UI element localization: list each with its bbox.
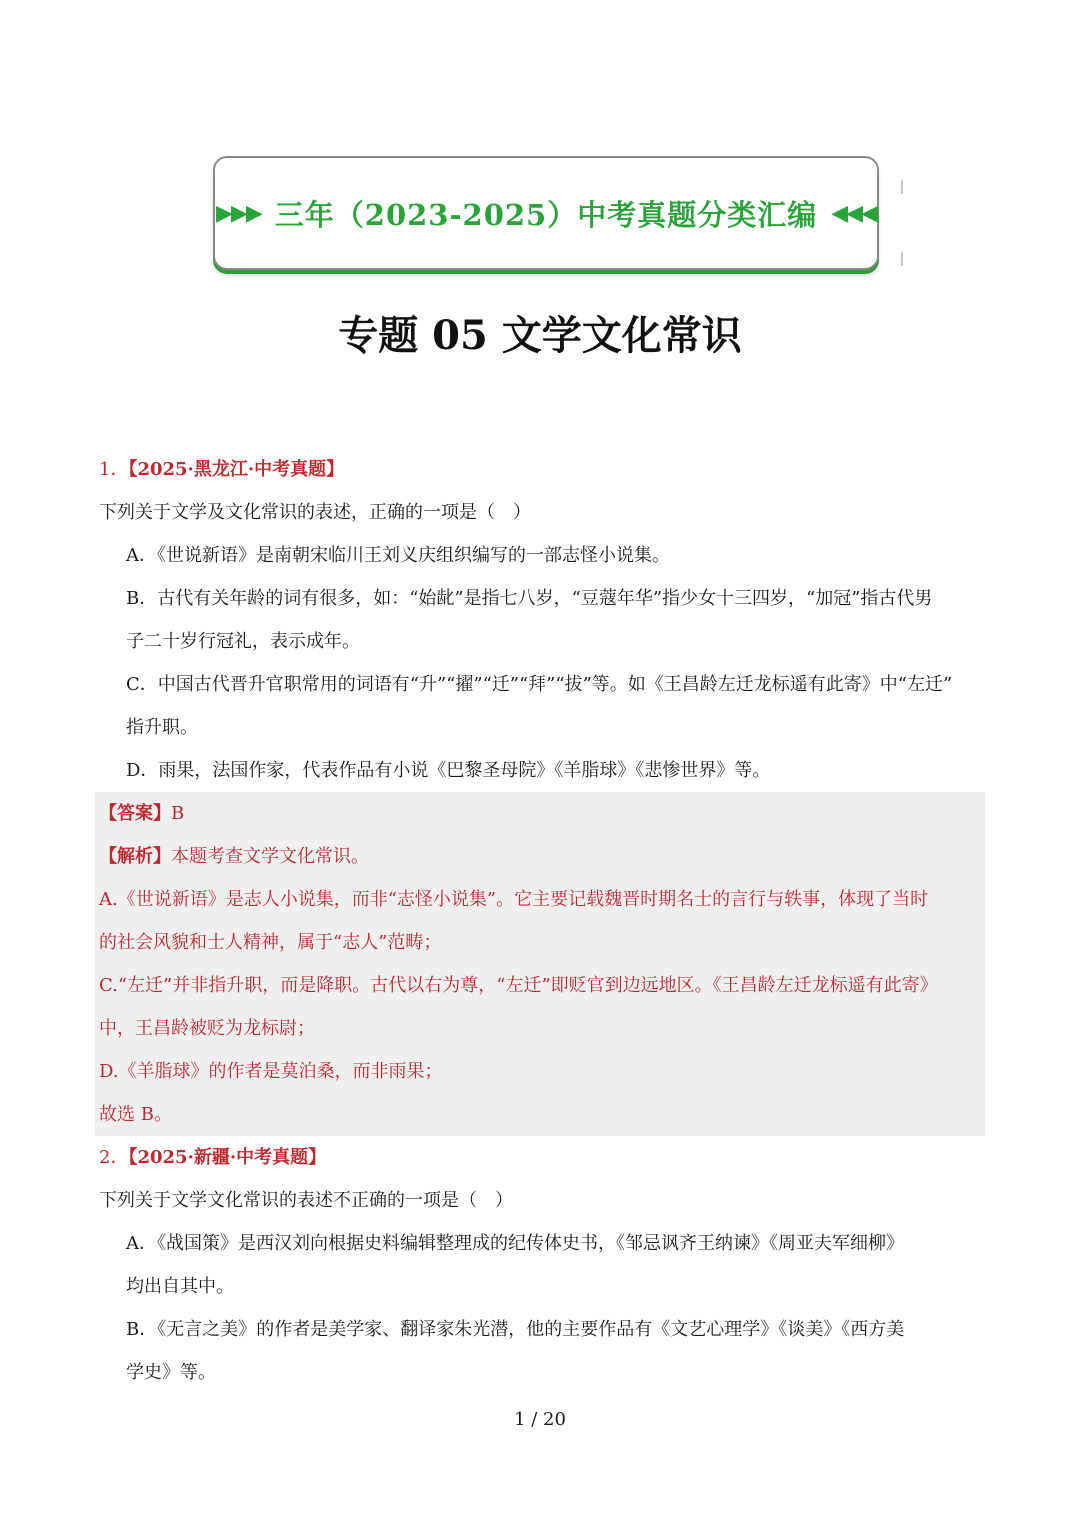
- banner-title: 三年（2023-2025）中考真题分类汇编: [274, 197, 818, 232]
- question-2-stem: 下列关于文学文化常识的表述不正确的一项是（ ）: [99, 1190, 513, 1211]
- option-line: C．中国古代晋升官职常用的词语有“升”“擢”“迁”“拜”“拔”等。如《王昌龄左迁龙标遥有此寄》中“左迁”: [126, 674, 953, 695]
- page-number: 1 / 20: [514, 1409, 566, 1430]
- left-arrows-icon: ▶▶▶: [216, 200, 261, 226]
- option-line: 学史》等。: [126, 1362, 216, 1383]
- analysis-text: 的社会风貌和士人精神，属于“志人”范畴；: [99, 932, 442, 953]
- answer-box: [95, 792, 985, 1136]
- option-line: 均出自其中。: [126, 1276, 234, 1297]
- decorative-tick: [901, 180, 903, 194]
- analysis-text: A.《世说新语》是志人小说集，而非“志怪小说集”。它主要记载魏晋时期名士的言行与轶事，体现了当时: [99, 889, 929, 910]
- analysis-text: 故选 B。: [99, 1104, 172, 1125]
- option-line: 子二十岁行冠礼，表示成年。: [126, 631, 360, 652]
- question-1-header: [99, 448, 985, 491]
- question-source: 【2025·黑龙江·中考真题】: [128, 459, 345, 480]
- analysis-text: 中，王昌龄被贬为龙标尉；: [99, 1018, 315, 1039]
- analysis-tag: 【解析】: [99, 846, 171, 867]
- answer-value: B: [171, 803, 185, 824]
- series-banner: [213, 156, 879, 270]
- option-line: A．《战国策》是西汉刘向根据史料编辑整理成的纪传体史书，《邹忌讽齐王纳谏》《周亚夫军细柳》: [126, 1233, 904, 1254]
- analysis-intro: 本题考查文学文化常识。: [171, 846, 369, 867]
- analysis-text: C.“左迁”并非指升职，而是降职。古代以右为尊，“左迁”即贬官到边远地区。《王昌龄左迁龙标遥有此寄》: [99, 975, 938, 996]
- question-number: 2．: [99, 1147, 129, 1168]
- answer-line: [99, 792, 985, 835]
- document-body: [99, 448, 985, 1394]
- decorative-tick: [901, 252, 903, 266]
- option-line: B．古代有关年龄的词有很多，如：“始龀”是指七八岁，“豆蔻年华”指少女十三四岁，“加冠”指古代男: [126, 588, 933, 609]
- question-2-header: [99, 1136, 985, 1179]
- analysis-line: [99, 835, 985, 878]
- right-arrows-icon: ◀◀◀: [831, 200, 876, 226]
- option-line: A．《世说新语》是南朝宋临川王刘义庆组织编写的一部志怪小说集。: [126, 545, 670, 566]
- page-title: 专题 05 文学文化常识: [338, 312, 742, 359]
- analysis-text: D.《羊脂球》的作者是莫泊桑，而非雨果；: [99, 1061, 443, 1082]
- option-line: B．《无言之美》的作者是美学家、翻译家朱光潜，他的主要作品有《文艺心理学》《谈美》《西方美: [126, 1319, 905, 1340]
- banner-inner: [216, 193, 876, 234]
- option-line: 指升职。: [126, 717, 198, 738]
- question-1-stem: 下列关于文学及文化常识的表述，正确的一项是（ ）: [99, 502, 531, 523]
- question-source: 【2025·新疆·中考真题】: [128, 1147, 327, 1168]
- option-line: D．雨果，法国作家，代表作品有小说《巴黎圣母院》《羊脂球》《悲惨世界》等。: [126, 760, 771, 781]
- answer-tag: 【答案】: [99, 803, 171, 824]
- question-number: 1．: [99, 459, 129, 480]
